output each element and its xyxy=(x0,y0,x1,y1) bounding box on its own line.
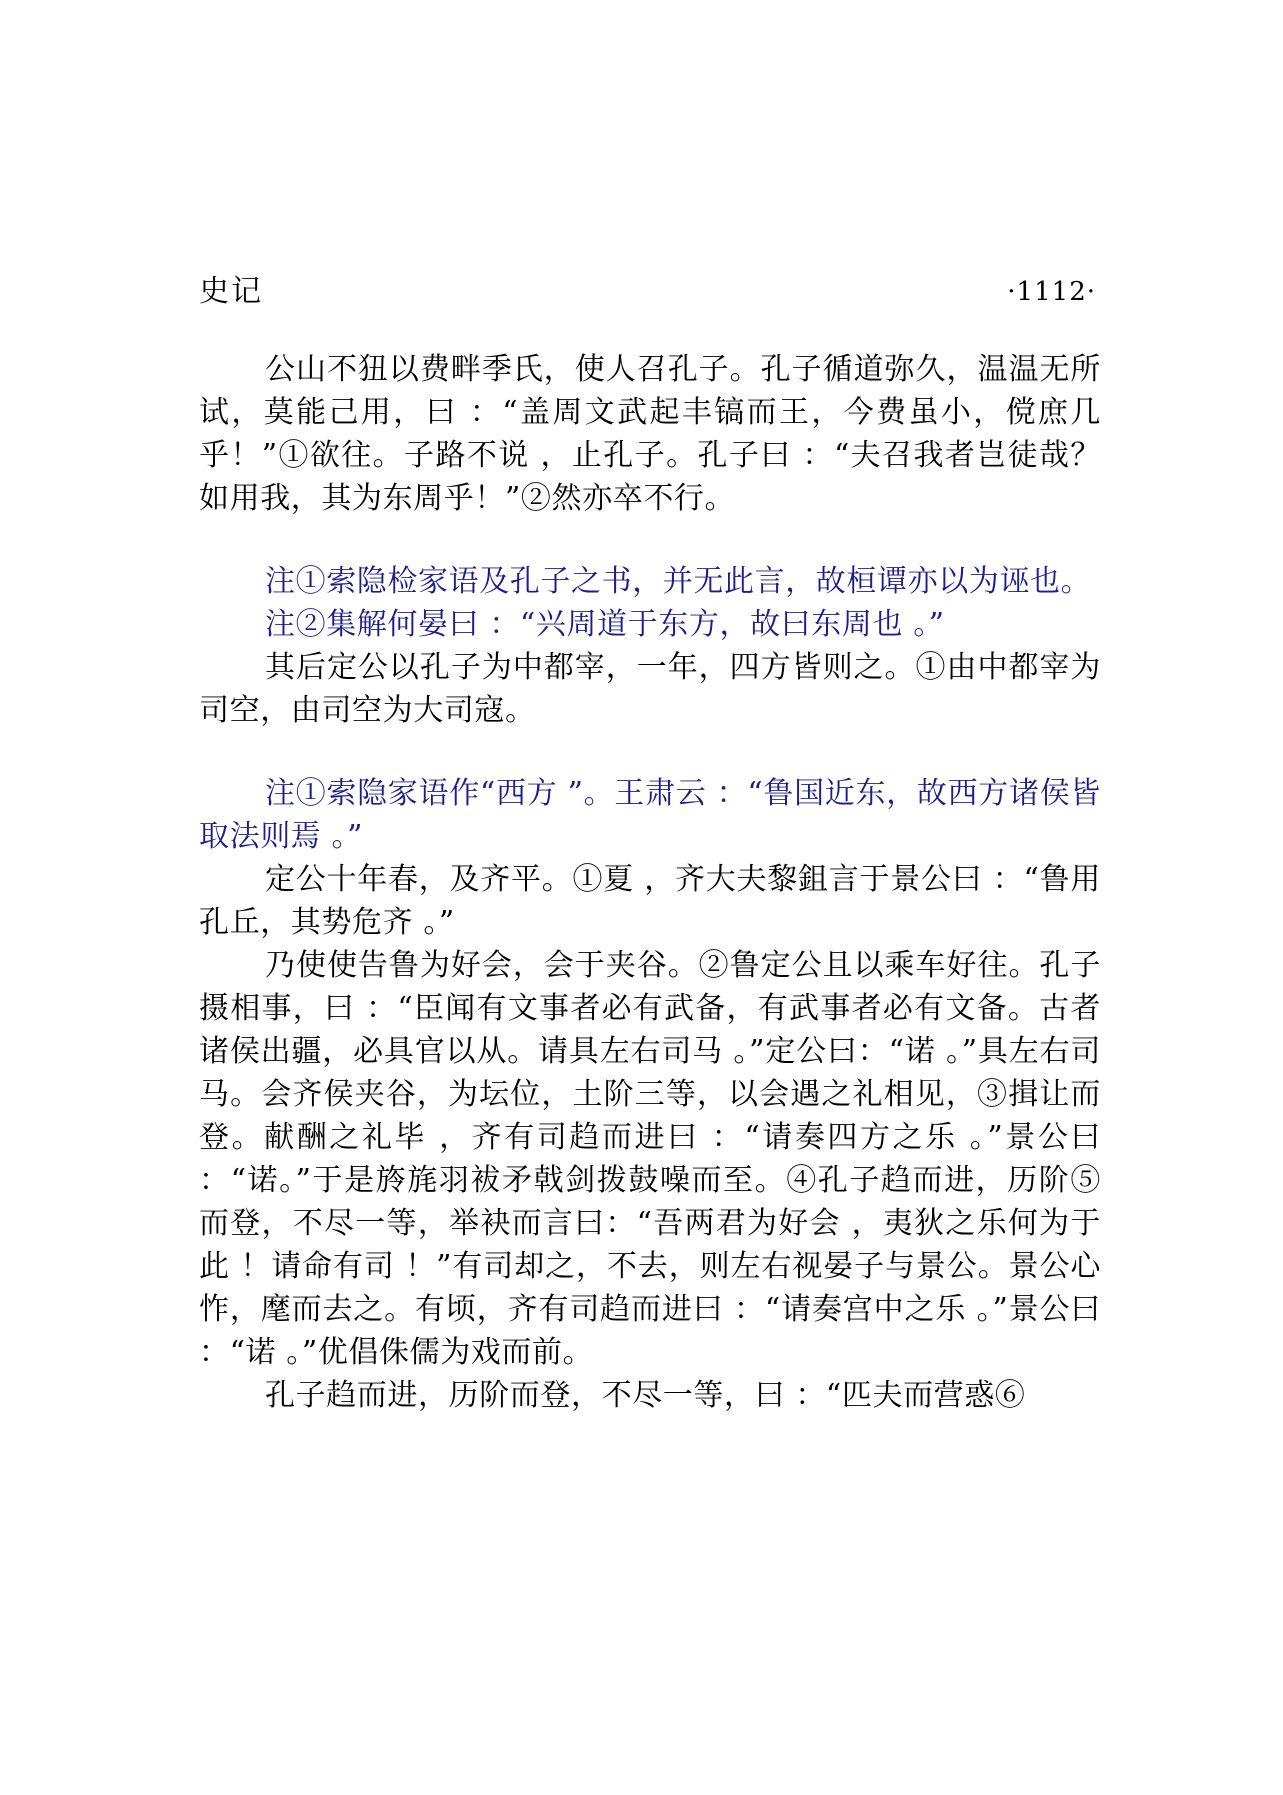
page-header xyxy=(199,268,1096,316)
annotation-note: 注②集解何晏曰 ：“兴周道于东方，故曰东周也 。” xyxy=(265,607,945,642)
annotation-note: 注①索隐家语作“西方 ”。王肃云 ：“鲁国近东，故西方诸侯皆取法则焉 。” xyxy=(199,776,1101,854)
body-paragraph: 乃使使告鲁为好会，会于夹谷。②鲁定公且以乘车好往。孔子摄相事，曰 ：“臣闻有文事者必有武备，有武事者必有文备。古者诸侯出疆，必具官以从。请具左右司马 。”定公曰：“诺 。”具左右司马。会齐侯夹谷，为坛位，土阶三等，以会遇之礼相见，③揖让而登。献酬之礼毕 ，齐有司趋而进曰 ：“请奏四方之乐 。”景公曰 ：“诺。”于是旍旄羽袚矛戟剑拨鼓噪而至。④孔子趋而进，历阶⑤而登，不尽一等，举袂而言曰：“吾两君为好会 ，夷狄之乐何为于此 ！请命有司 ！”有司却之，不去，则左右视晏子与景公。景公心怍，麾而去之。有顷，齐有司趋而进曰 ：“请奏宫中之乐 。”景公曰 ：“诺 。”优倡侏儒为戏而前。 xyxy=(199,948,1101,1370)
book-title: 史记 xyxy=(199,274,263,309)
body-paragraph: 公山不狃以费畔季氏，使人召孔子。孔子循道弥久，温温无所试，莫能己用，曰 ：“盖周文武起丰镐而王，今费虽小，傥庶几乎！”①欲往。子路不说 ，止孔子。孔子曰 ：“夫召我者岂徒哉？如用我，其为东周乎！”②然亦卒不行。 xyxy=(199,352,1101,516)
body-paragraph: 孔子趋而进，历阶而登，不尽一等，曰 ：“匹夫而营惑⑥ xyxy=(265,1378,1026,1413)
body-paragraph: 其后定公以孔子为中都宰，一年，四方皆则之。①由中都宰为司空，由司空为大司寇。 xyxy=(199,650,1101,728)
page-number: ·1112· xyxy=(1007,277,1096,307)
page-body xyxy=(199,348,1101,1417)
annotation-note: 注①索隐检家语及孔子之书，并无此言，故桓谭亦以为诬也。 xyxy=(265,564,1092,599)
body-paragraph: 定公十年春，及齐平。①夏 ，齐大夫黎鉏言于景公曰 ：“鲁用孔丘，其势危齐 。” xyxy=(199,862,1101,940)
